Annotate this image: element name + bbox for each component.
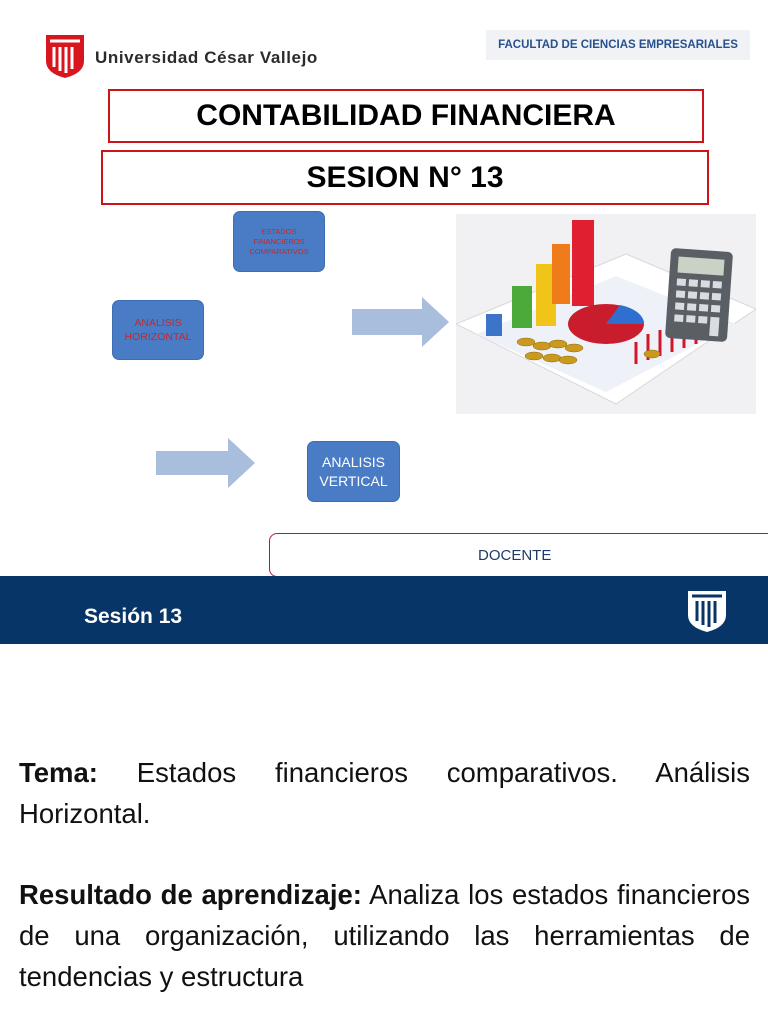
ucv-logo-icon [686,589,728,633]
resultado-text: Analiza los estados financieros de una organización, utilizando las herramientas de tendencias y estructura [19,879,751,992]
analisis-vertical-box [307,441,400,502]
horizontal-line-1: ANALISIS [134,317,182,329]
horizontal-line-2: HORIZONTAL [124,331,192,343]
docente-field [269,533,768,577]
estados-line-1: ESTADOS [261,226,297,236]
vertical-line-1: ANALISIS [321,453,386,470]
tema-text: Estados financieros comparativos. Análisis Horizontal. [19,757,750,829]
estados-line-2: FINANCIEROS [253,236,305,246]
faculty-label: FACULTAD DE CIENCIAS EMPRESARIALES [486,30,750,60]
estados-line-3: COMPARATIVOS [249,246,309,256]
resultado-label: Resultado de aprendizaje: [19,879,362,910]
session-title: SESION N° 13 [101,150,709,205]
tema-label: Tema: [19,757,98,788]
right-arrow-icon [352,297,449,347]
analisis-horizontal-box [112,300,204,360]
financial-charts-illustration [456,214,756,414]
tema-paragraph [19,752,750,834]
ucv-logo-icon [44,33,86,79]
vertical-line-2: VERTICAL [319,472,388,489]
resultado-paragraph [19,874,750,997]
right-arrow-icon [156,438,255,488]
docente-label: DOCENTE [478,546,552,564]
estados-financieros-box [233,211,325,272]
course-title: CONTABILIDAD FINANCIERA [108,89,704,143]
university-name: Universidad César Vallejo [95,48,318,67]
session-band-label: Sesión 13 [84,605,183,628]
